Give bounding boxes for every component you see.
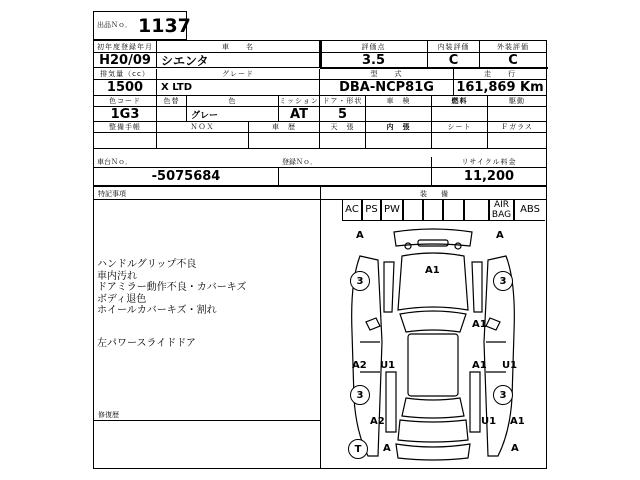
fuel-label: 燃料 bbox=[432, 96, 488, 107]
info-table bbox=[93, 40, 547, 186]
reg-no-label: 登録Ｎｏ． bbox=[279, 157, 432, 168]
seat-value bbox=[432, 133, 488, 149]
score-label: 評価点 bbox=[320, 41, 428, 53]
glass-value bbox=[488, 133, 546, 149]
first-reg-label: 初年度登録年月 bbox=[94, 41, 157, 53]
windshield-shape bbox=[400, 311, 466, 332]
history-value bbox=[249, 133, 320, 149]
remark-line-5: ホイールカバーキズ・割れ bbox=[97, 305, 217, 316]
chassis-no-value: -5075684 bbox=[94, 168, 279, 185]
hood-shape bbox=[398, 253, 468, 310]
first-reg-value: H20/09 bbox=[94, 53, 157, 68]
damage-right-u1: U1 bbox=[502, 360, 518, 371]
damage-rear-a1: A1 bbox=[510, 416, 525, 427]
nox-value bbox=[157, 133, 249, 149]
interior-value: C bbox=[428, 53, 480, 68]
remarks-header-line bbox=[94, 199, 320, 200]
fuel-value bbox=[432, 107, 488, 122]
rear-window-shape bbox=[402, 398, 464, 418]
remark-line-4: ボディ退色 bbox=[97, 294, 147, 305]
manual-value bbox=[94, 133, 157, 149]
left-mirror-shape bbox=[366, 318, 380, 330]
chassis-no-label: 車台Ｎｏ． bbox=[94, 157, 279, 168]
glass-label: Ｆガラス bbox=[488, 122, 546, 133]
color-value: グレー bbox=[187, 107, 279, 122]
damage-front-right: A bbox=[496, 230, 504, 241]
tire-rear-left: 3 bbox=[350, 385, 370, 405]
rear-bumper-shape bbox=[396, 444, 470, 460]
model-label: 型 式 bbox=[320, 69, 454, 80]
damage-rear-u1: U1 bbox=[481, 416, 497, 427]
left-front-fender bbox=[384, 262, 394, 312]
right-mirror-shape bbox=[486, 318, 500, 330]
lot-number: 1137 bbox=[138, 15, 191, 37]
recycle-label: リサイクル料金 bbox=[432, 157, 546, 168]
damage-rear-a-left: A bbox=[383, 443, 391, 454]
equipment-pw: PW bbox=[381, 199, 403, 221]
equipment-slot-5 bbox=[423, 199, 443, 221]
color-swap-value bbox=[157, 107, 187, 122]
equipment-slot-6 bbox=[443, 199, 464, 221]
damage-right-side: A1 bbox=[472, 319, 487, 330]
transmission-value: AT bbox=[279, 107, 320, 122]
repair-history-label: 修復歴 bbox=[98, 411, 119, 419]
roof-shape bbox=[408, 334, 458, 396]
tire-rear-right: 3 bbox=[493, 385, 513, 405]
car-name-value: シエンタ bbox=[157, 53, 320, 68]
score-frame bbox=[320, 41, 548, 69]
score-value: 3.5 bbox=[320, 53, 428, 68]
front-light-left bbox=[405, 243, 411, 249]
right-rear-panel bbox=[470, 372, 480, 432]
grade-value: X LTD bbox=[157, 80, 320, 96]
car-diagram bbox=[320, 222, 546, 468]
equipment-slot-7 bbox=[464, 199, 489, 221]
door-shape-label: ドア・形状 bbox=[320, 96, 366, 107]
remark-line-7: 左パワースライドドア bbox=[97, 338, 196, 349]
equipment-airbag: AIR BAG bbox=[489, 199, 514, 221]
tire-front-right: 3 bbox=[493, 271, 513, 291]
damage-front-left: A bbox=[356, 230, 364, 241]
recycle-value: 11,200 bbox=[463, 169, 515, 184]
front-grille-shape bbox=[418, 240, 448, 246]
remarks-label: 特記事項 bbox=[98, 190, 126, 198]
color-code-value: 1G3 bbox=[94, 107, 157, 122]
equipment-slot-4 bbox=[403, 199, 423, 221]
remark-line-1: ハンドルグリップ不良 bbox=[97, 259, 197, 270]
exterior-value: C bbox=[480, 53, 546, 68]
damage-left-a2: A2 bbox=[352, 360, 367, 371]
displacement-label: 排気量（cc） bbox=[94, 69, 157, 80]
lot-number-box bbox=[93, 11, 191, 40]
sunroof-value bbox=[320, 133, 366, 149]
interior-trim-value bbox=[366, 133, 432, 149]
history-label: 車 歴 bbox=[249, 122, 320, 133]
sunroof-label: 天 張 bbox=[320, 122, 366, 133]
lot-number-label: 出品Ｎｏ． bbox=[97, 21, 132, 29]
door-shape-value: 5 bbox=[320, 107, 366, 122]
left-rear-panel bbox=[386, 372, 396, 432]
damage-right-a1: A1 bbox=[472, 360, 487, 371]
damage-hood: A1 bbox=[425, 265, 440, 276]
tire-front-left: 3 bbox=[350, 271, 370, 291]
rear-gate-shape bbox=[398, 420, 468, 442]
color-swap-label: 色替 bbox=[157, 96, 187, 107]
model-value: DBA-NCP81G bbox=[320, 80, 454, 96]
damage-rear-a2: A2 bbox=[370, 416, 385, 427]
damage-left-u1: U1 bbox=[380, 360, 396, 371]
mileage-value: 161,869 Km bbox=[454, 80, 546, 96]
seat-label: シート bbox=[432, 122, 488, 133]
interior-trim-label: 内 張 bbox=[366, 122, 432, 133]
remark-line-2: 車内汚れ bbox=[97, 271, 137, 282]
inspection-label: 車 検 bbox=[366, 96, 432, 107]
transmission-label: ミッション bbox=[279, 97, 319, 105]
reg-no-value bbox=[279, 168, 432, 185]
color-code-label: 色コード bbox=[94, 96, 157, 107]
spare-tire: T bbox=[348, 439, 368, 459]
drive-label: 駆動 bbox=[488, 96, 546, 107]
repair-history-line bbox=[94, 420, 320, 421]
interior-label: 内装評価 bbox=[428, 41, 480, 53]
remark-line-3: ドアミラー動作不良・カバーキズ bbox=[97, 282, 247, 293]
equipment-abs: ABS bbox=[514, 199, 545, 221]
car-name-label: 車 名 bbox=[157, 41, 320, 53]
damage-rear-a-right: A bbox=[511, 443, 519, 454]
color-label: 色 bbox=[187, 96, 279, 107]
equipment-label: 装 備 bbox=[420, 190, 448, 198]
nox-label: ＮＯＸ bbox=[157, 122, 249, 133]
equipment-ps: PS bbox=[362, 199, 381, 221]
inspection-value bbox=[366, 107, 432, 122]
manual-label: 整備手帳 bbox=[94, 122, 157, 133]
grade-label: グレード bbox=[157, 69, 320, 80]
displacement-value: 1500 bbox=[94, 80, 157, 96]
drive-value bbox=[488, 107, 546, 122]
exterior-label: 外装評価 bbox=[480, 41, 546, 53]
right-front-fender bbox=[472, 262, 482, 312]
front-light-right bbox=[455, 243, 461, 249]
mileage-label: 走 行 bbox=[454, 69, 546, 80]
equipment-ac: AC bbox=[342, 199, 362, 221]
